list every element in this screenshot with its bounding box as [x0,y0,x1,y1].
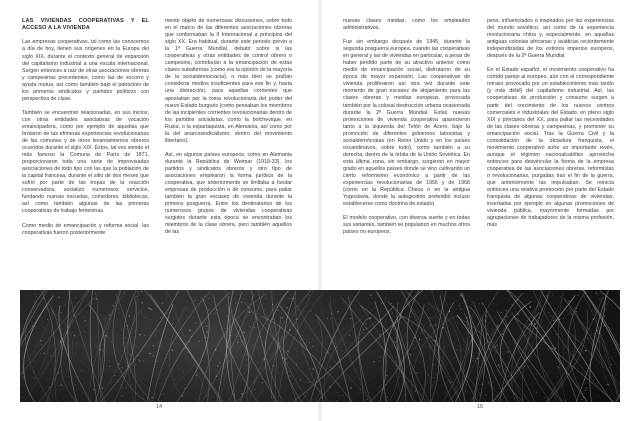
paragraph: mente objeto de numerosas discusiones, sobre todo en el marco de las diferentes asociaciones obreras que conformaban la II Internacional a principios del siglo XX. Era habitual, durante este periodo previo a la 1ª Guerra Mundial, debatir sobre si las cooperativas y otras entidades de control obrero o campesino, contribuían a la emancipación de estas clases subalternas (como era la opinión de la mayoría de la socialdemocracia), o más bien se podían considerar medios insuficientes para ese fin y, hasta una distracción, para aquellas corrientes que apostaban por la toma revolucionaria del poder del nuevo Estado burgués (como pensaban los miembros de las incipientes corrientes revolucionarias dentro de los partidos socialistas, como la bolchevique, en Rusia, o la espartaquista, en Alemania, así como por la del anarcosindicalismo, dentro del movimiento libertario). [165,18,292,144]
paragraph: Fue sin embargo después de 1945, durante la segunda posguerra europea, cuando las cooperativas en general y las de viviendas en particular, a pesar de haber perdido parte de su atractivo anterior como medio de emancipación social, disfrutaron de su época de mayor expansión. Las cooperativas de vivienda proliferaron así otra vez durante este momento de gran escasez de alojamiento para las clases obreras y medias europeas, provocada también por la colosal destrucción urbana ocasionada durante la 2ª Guerra Mundial. Estas nuevas promociones de vivienda cooperativa aparecieron tanto a la izquierda del Telón de Acero, bajo la promoción de diferentes gobiernos laboristas y socialdemócratas (en Reino Unido y en los países escandinavos, sobre todo), como también a su derecha, dentro de la órbita de la Unión Soviética. En esta última zona, sin embargo, surgieron en mayor grado en aquellos países donde se vino cultivando un cierto reformismo económico a partir de las experiencias revolucionarias de 1956 y de 1968 (como en la República Checa o en la antigua Yugoslavia, donde la autogestión pretendió incluso establecerse como doctrina de estado). [343,39,470,208]
paragraph: Así, en algunos países europeos, como en Alemania durante la República de Weimar (1918-33), los partidos y sindicatos obreros y otro tipo de asociaciones emplearon la forma jurídica de la cooperativa, que anteriormente se limitaba a fundar empresas de producción o de consumo, para paliar también la gran escasez de vivienda durante la primera posguerra. Entre los destinatarios de los numerosos grupos de viviendas cooperativas surgidos durante esta época se encontraban los miembros de la clase obrera, pero también aquellos de las [165,151,292,236]
page-number-right: 15 [477,404,484,410]
paragraph: Las empresas cooperativas, tal como las conocemos a día de hoy, tienen sus orígenes en la Europa del siglo XIX, durante el contexto general de expansión del capitalismo industrial a una escala internacional. Surgen entonces a raíz de otras asociaciones obreras y campesinas precedentes, como las de socorro y ayuda mutua, así como también bajo el patrocinio de los primeros sindicatos y partidos políticos con perspectiva de clase. [22,39,149,102]
paragraph: El modelo cooperativo, con diversa suerte y en todas sus variantes, también se popularizó en muchos otros países no europeos, [343,215,470,236]
paragraph: También se encuentran relacionadas, en sus inicios, con otras entidades asociativas de vocación emancipadora, como por ejemplo de aquellas que brotaron de las efímeras experiencias revolucionarias de las comunes y de otros levantamientos obreros ocurridos durante el siglo XIX. Éstos, tal vez siendo el más famoso la Comuna de París de 1871, proporcionaron toda una serie de improvisadas asociaciones de todo tipo con las que la población de la capital francesa, durante el sitio de dos meses que sufrió por parte de las tropas de la reacción conservadora, socializó numerosos servicios, fundando nuevas escuelas, comedores, bibliotecas, así como también algunas de las primeras cooperativas de trabajo femeninas. [22,109,149,215]
paragraph: peos, influenciados o inspirados por las experiencias del mundo soviético, así como de la experiencia revolucionaria china y, especialmente, en aquellas antiguas colonias africanas y asiáticas recientemente independizadas de los extintos imperios europeos, después de la 2ª Guerra Mundial. [487,18,614,60]
text-column-4 [487,18,614,236]
paragraph: nuevas clases medias, como los empleados administrativos. [343,18,470,32]
page-number-left: 14 [156,404,163,410]
paragraph: En el Estado español, el movimiento cooperativo ha corrido parejo al europeo, aún con el correspondiente retraso provocado por un establecimiento más tardío (y más débil) del capitalismo industrial. Así, las cooperativas de producción y consumo surgen a partir del crecimiento de los nuevos centros comerciales e industriales del Estado, en pleno siglo XIX y principios del XX, para paliar las necesidades de las clases obreras y campesinas, y promover su emancipación social. Tras la Guerra Civil y la consolidación de la dictadura franquista, el movimiento cooperativo sufre un importante revés, aunque el régimen nacionalcatólico aprovecha entonces para desvincular la forma de la empresa cooperativa de las asociaciones obreras, reformistas o revolucionarias, purgadas tras el fin de la guerra, que anteriormente las impulsaban. Se reinicia entonces una relativa promoción por parte del Estado franquista de algunas cooperativas de viviendas, insertadas por ejemplo en algunas promociones de vivienda pública, mayormente formadas por agrupaciones de trabajadores de la misma profesión, más [487,67,614,229]
text-column-3 [343,18,470,243]
paragraph: Como medio de emancipación y reforma social, las cooperativas fueron posteriormente [22,222,149,236]
photo-image [20,290,620,402]
text-column-2 [165,18,292,243]
textured-photo-band [20,290,620,402]
text-column-1 [22,18,149,244]
section-heading: LAS VIVIENDAS COOPERATIVAS Y EL ACCESO A LA VIVIENDA [22,18,149,32]
